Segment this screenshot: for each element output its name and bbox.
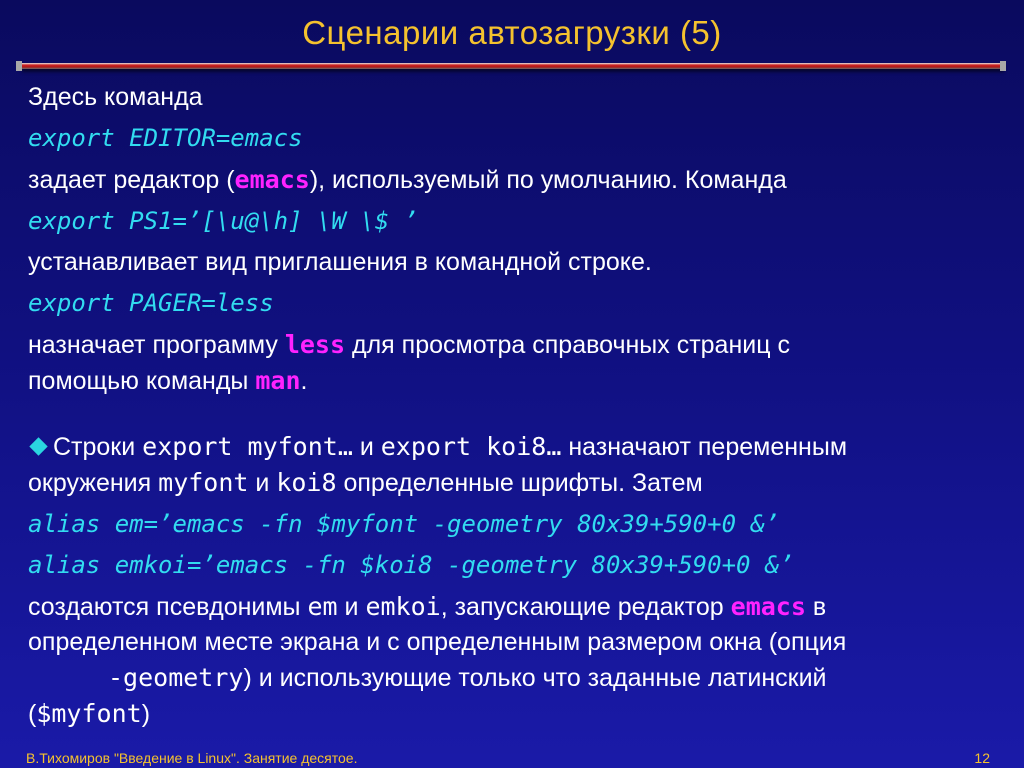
paragraph-aliases: создаются псевдонимы em и emkoi, запускающие редактор emacs в определенном месте экрана и с определенным размером окна (опция -geometry) и использующие только что заданные латинский ($myfont) bbox=[28, 592, 847, 728]
code-line-alias-em: alias em=’emacs -fn $myfont -geometry 80x39+590+0 &’ bbox=[28, 510, 780, 538]
footer-author: В.Тихомиров "Введение в Linux". Занятие десятое. bbox=[26, 750, 358, 766]
slide-footer bbox=[26, 750, 990, 768]
highlight-less: less bbox=[284, 330, 346, 359]
title-divider bbox=[20, 63, 1002, 69]
text-line: устанавливает вид приглашения в командной строке. bbox=[28, 248, 652, 276]
text-line: задает редактор (emacs), используемый по умолчанию. Команда bbox=[28, 165, 787, 194]
code-line-alias-emkoi: alias emkoi=’emacs -fn $koi8 -geometry 80x39+590+0 &’ bbox=[28, 551, 794, 579]
diamond-bullet-icon bbox=[29, 438, 47, 456]
paragraph-pager: назначает программу less для просмотра справочных страниц с помощью команды man. bbox=[28, 330, 790, 395]
text: Здесь команда bbox=[28, 83, 203, 111]
bullet-paragraph: Строки export myfont… и export koi8… назначают переменным окружения myfont и koi8 определенные шрифты. Затем bbox=[28, 432, 848, 497]
slide-body bbox=[28, 80, 1003, 732]
code-line-editor: export EDITOR=emacs bbox=[28, 124, 303, 152]
code-line-ps1: export PS1=’[\u@\h] \W \$ ’ bbox=[28, 207, 419, 235]
text-line bbox=[28, 80, 1003, 115]
highlight-man: man bbox=[255, 366, 301, 395]
code-line-pager: export PAGER=less bbox=[28, 289, 274, 317]
highlight-emacs: emacs bbox=[234, 165, 310, 194]
slide-title: Сценарии автозагрузки (5) bbox=[302, 14, 722, 51]
page-number: 12 bbox=[974, 750, 990, 766]
highlight-emacs-2: emacs bbox=[730, 592, 806, 621]
